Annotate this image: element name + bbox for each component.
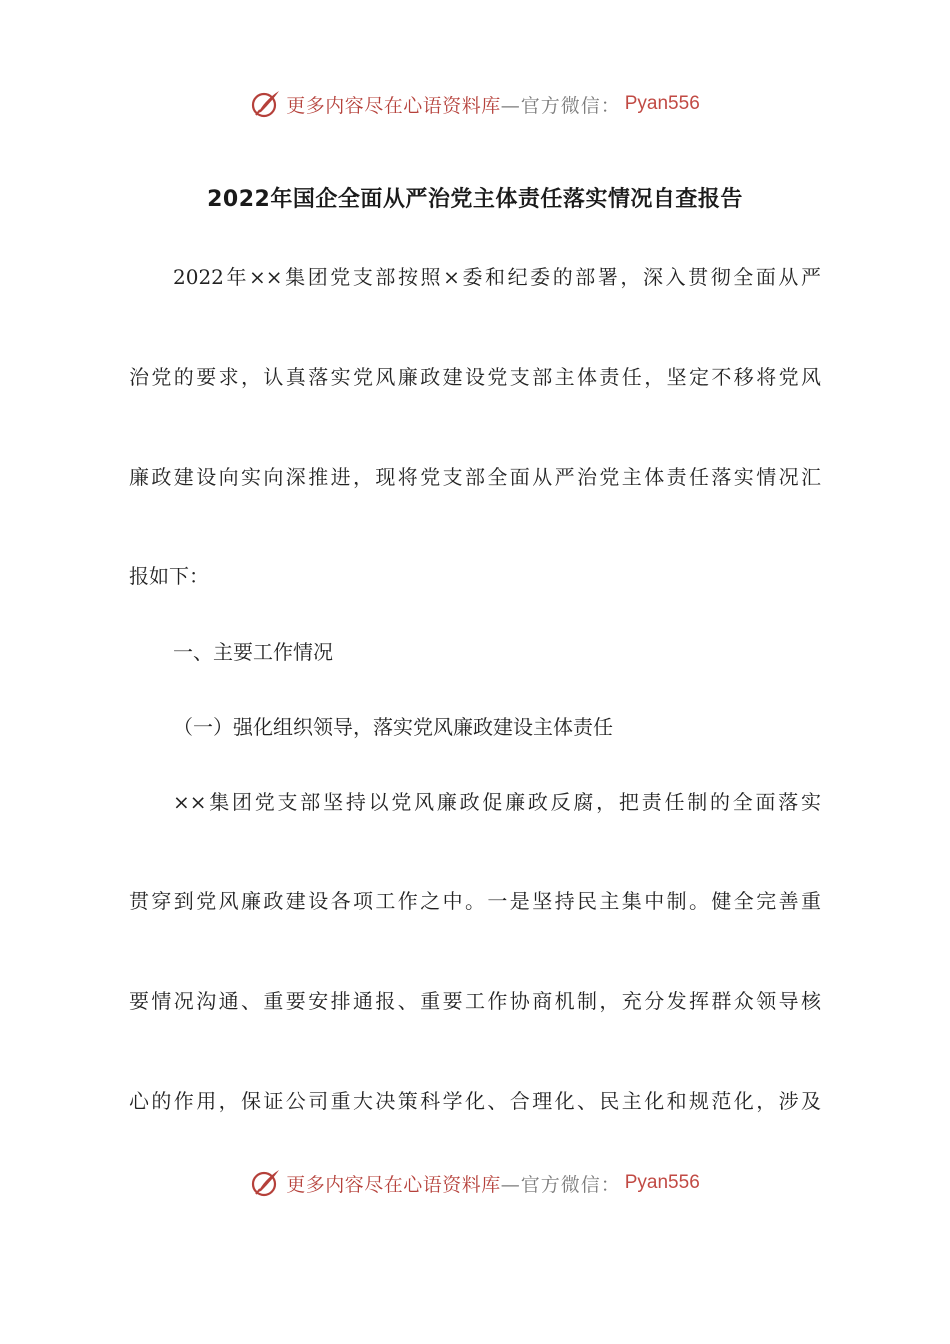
body-line: 廉政建设向实向深推进，现将党支部全面从严治党主体责任落实情况汇 (129, 465, 821, 489)
watermark-sub-text: —官方微信： (500, 1173, 621, 1196)
watermark-main-text: 更多内容尽在心语资料库 (286, 1173, 501, 1196)
section-heading: 一、主要工作情况 (173, 640, 333, 664)
document-title: 2022年国企全面从严治党主体责任落实情况自查报告 (207, 187, 743, 212)
body-line: 贯穿到党风廉政建设各项工作之中。一是坚持民主集中制。健全完善重 (129, 889, 821, 913)
body-line: 要情况沟通、重要安排通报、重要工作协商机制，充分发挥群众领导核 (129, 989, 821, 1013)
body-line: 治党的要求，认真落实党风廉政建设党支部主体责任，坚定不移将党风 (129, 365, 821, 389)
watermark-banner-top (0, 84, 950, 124)
quill-logo-icon (250, 1167, 282, 1199)
watermark-main-text: 更多内容尽在心语资料库 (286, 94, 501, 117)
body-line: 报如下： (129, 564, 209, 588)
watermark-banner-bottom (0, 1163, 950, 1203)
subsection-heading: （一）强化组织领导，落实党风廉政建设主体责任 (173, 715, 613, 739)
watermark-wechat-id: Pyan556 (624, 1172, 700, 1193)
body-line: 2022年××集团党支部按照×委和纪委的部署，深入贯彻全面从严 (173, 265, 821, 289)
watermark-wechat-id: Pyan556 (624, 93, 700, 114)
body-line: ××集团党支部坚持以党风廉政促廉政反腐，把责任制的全面落实 (173, 790, 821, 814)
quill-logo-icon (250, 88, 282, 120)
body-line: 心的作用，保证公司重大决策科学化、合理化、民主化和规范化，涉及 (129, 1089, 821, 1113)
watermark-sub-text: —官方微信： (500, 94, 621, 117)
